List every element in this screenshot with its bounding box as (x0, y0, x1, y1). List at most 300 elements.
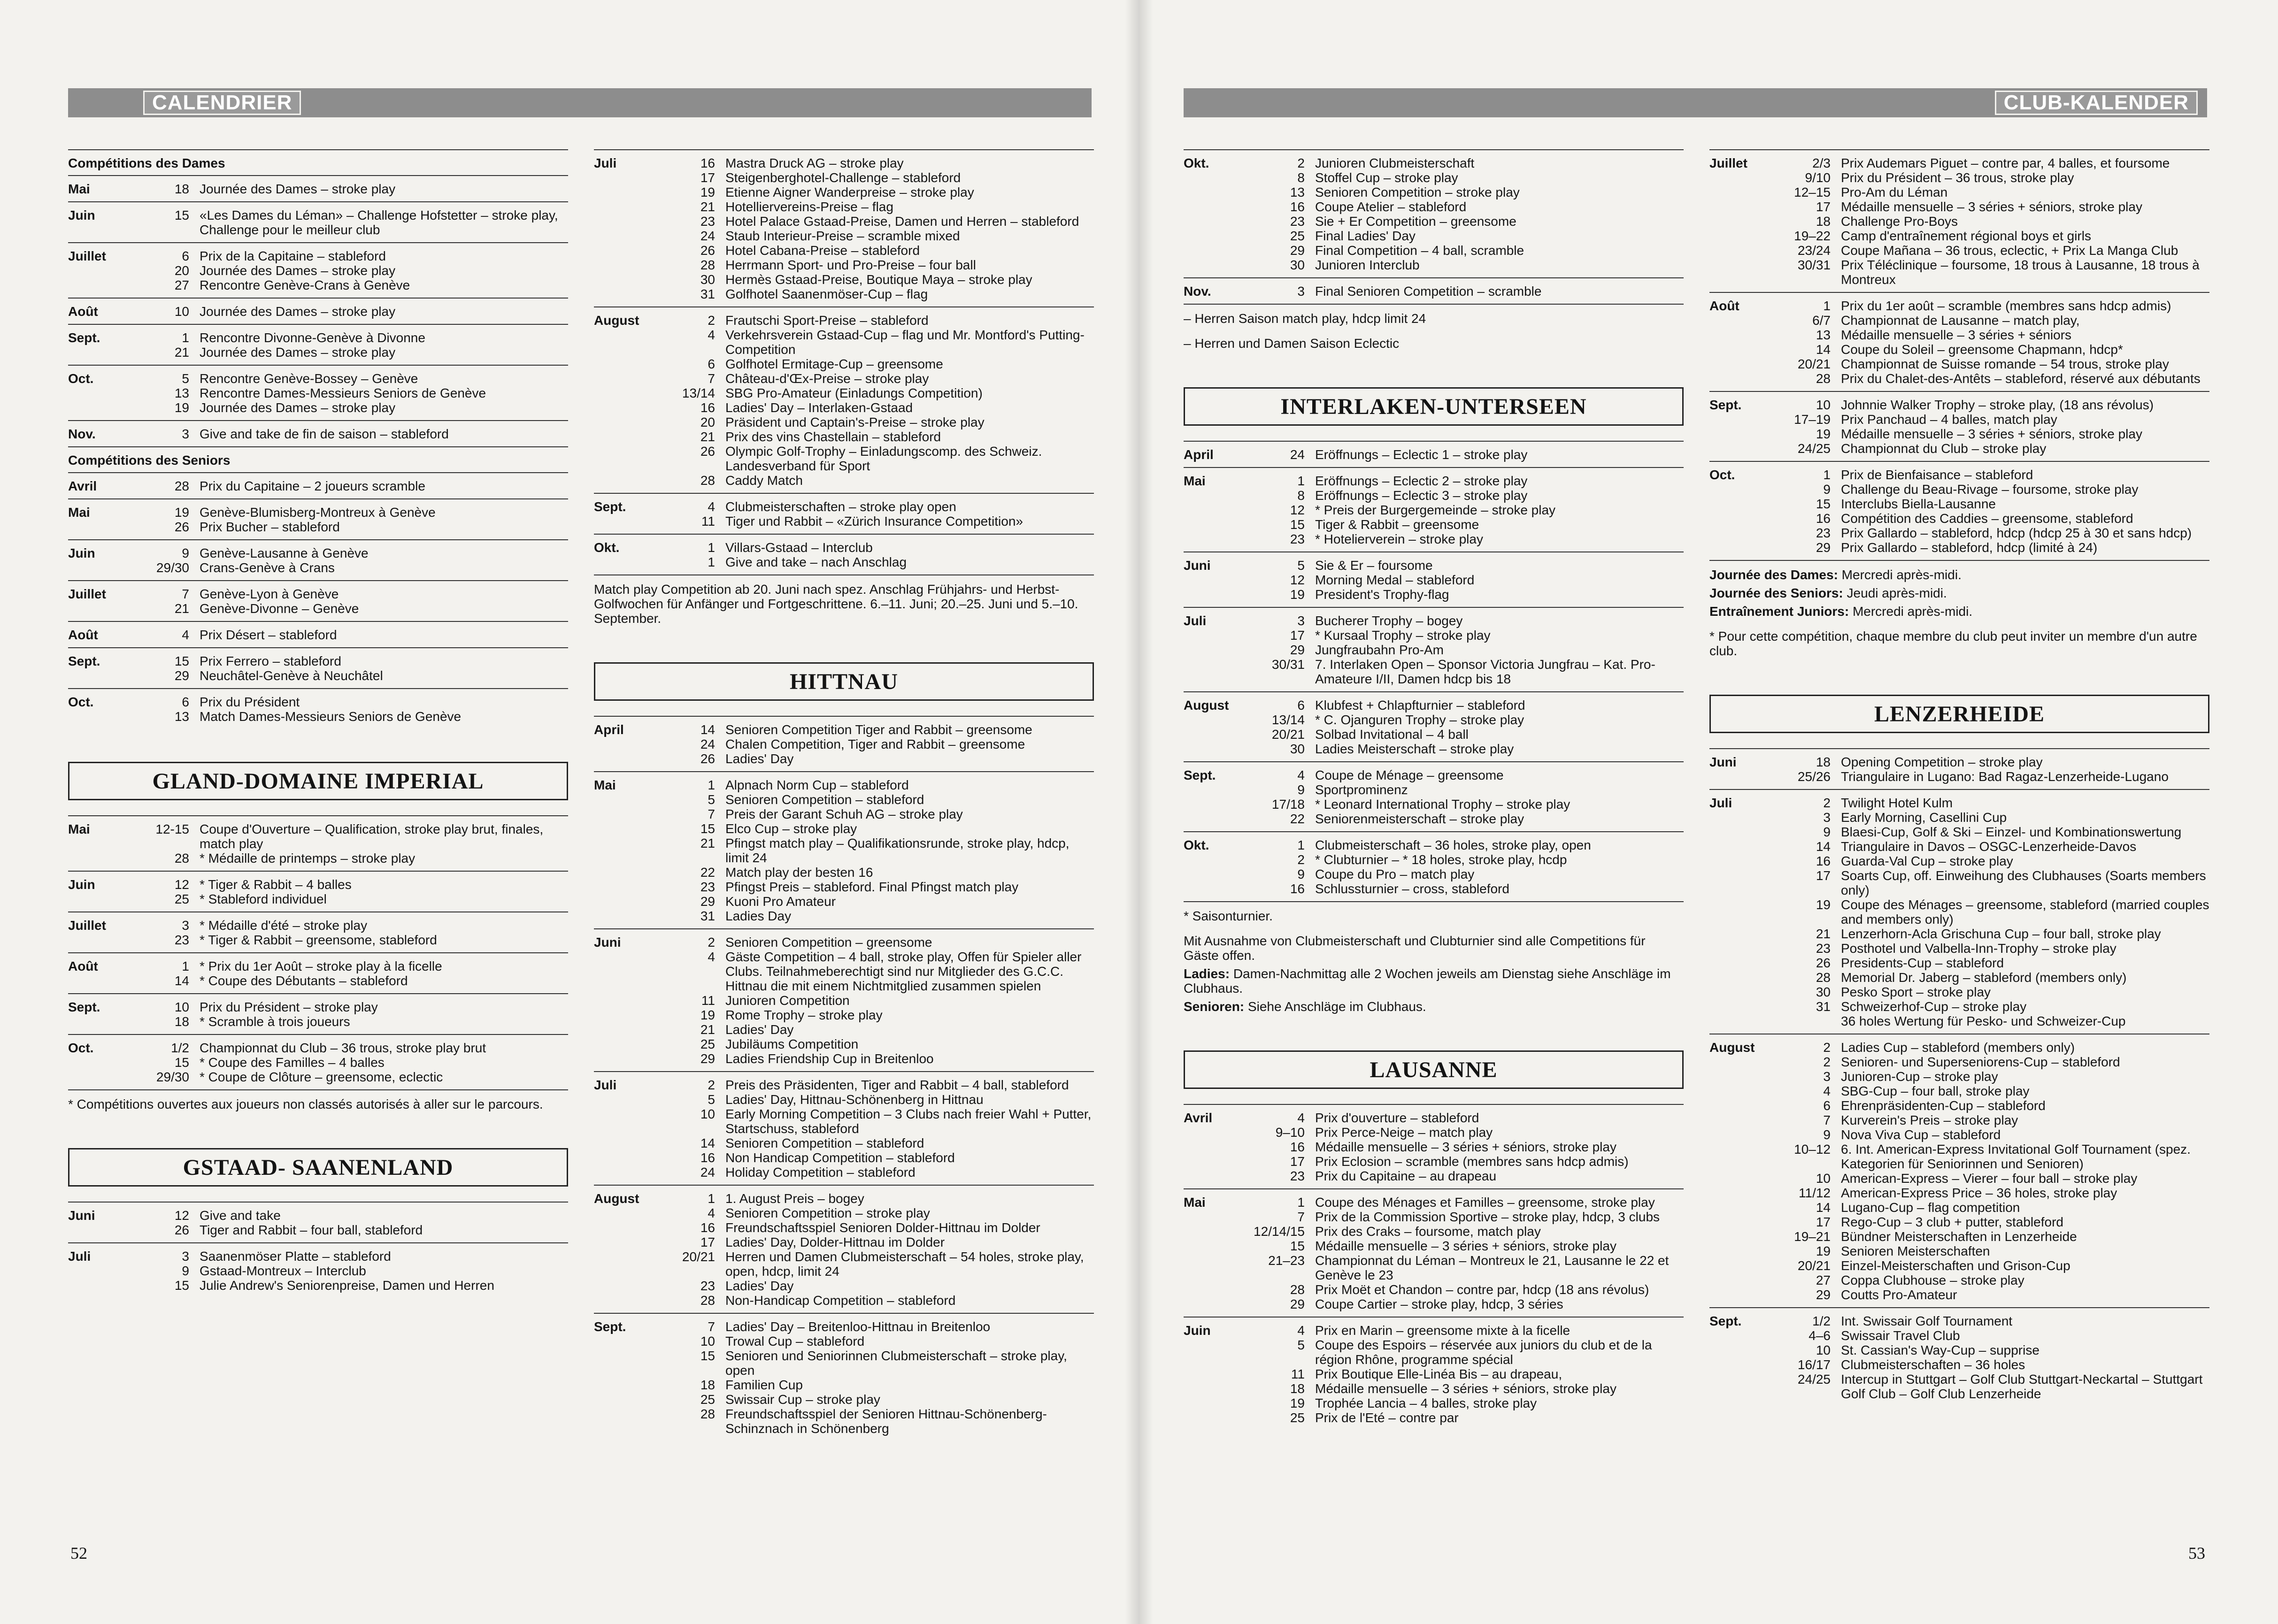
event-row (1770, 243, 2209, 258)
month-section (1184, 1104, 1684, 1188)
event-title: * Tiger & Rabbit – greensome, stableford (200, 933, 437, 947)
event-row (655, 1279, 1094, 1293)
month-label: Oct. (68, 695, 94, 709)
month-section (68, 871, 568, 912)
event-title: Prix Eclosion – scramble (membres sans hdcp admis) (1315, 1154, 1629, 1169)
event-date: 29/30 (156, 560, 189, 575)
note-line (1709, 604, 2209, 622)
event-title: Championnat du Léman – Montreux le 21, Lausanne le 22 et Genève le 23 (1315, 1253, 1669, 1282)
event-row (1245, 1140, 1684, 1154)
event-list (1770, 755, 2209, 784)
event-date: 23 (174, 933, 189, 947)
event-date: 29 (174, 668, 189, 683)
month-label: April (1184, 447, 1214, 462)
event-title: Rencontre Divonne-Genève à Divonne (200, 330, 425, 345)
event-title: Lenzerhorn-Acla Grischuna Cup – four ball, stroke play (1841, 927, 2161, 941)
event-title: Camp d'entraînement régional boys et girls (1841, 229, 2091, 243)
event-row (1770, 540, 2209, 555)
month-label: Oct. (68, 371, 94, 386)
event-date: 15 (174, 1278, 189, 1293)
event-date: 12 (1290, 573, 1305, 587)
event-list (129, 182, 568, 196)
event-title: Staub Interieur-Preise – scramble mixed (725, 229, 960, 243)
event-title: Coupe du Soleil – greensome Chapmann, hdcp* (1841, 342, 2123, 357)
event-date: 28 (700, 1293, 715, 1308)
event-date: 29 (1816, 1287, 1831, 1302)
event-title: Ladies' Day, Hittnau-Schönenberg in Hittnau (725, 1092, 984, 1107)
month-label: August (594, 1191, 639, 1206)
event-row (1770, 1069, 2209, 1084)
event-date: 16 (1816, 854, 1831, 868)
event-row (1245, 199, 1684, 214)
event-row (655, 1293, 1094, 1308)
event-date: 5 (1297, 558, 1305, 573)
event-title: Match play der besten 16 (725, 865, 873, 880)
event-row (1245, 782, 1684, 797)
event-date: 17/18 (1271, 797, 1305, 812)
event-date: 18 (174, 182, 189, 196)
event-date: 4 (1297, 768, 1305, 782)
month-label: Juillet (1709, 156, 1747, 170)
event-date: 14 (1816, 839, 1831, 854)
month-label: Nov. (68, 427, 96, 441)
event-title: Coppa Clubhouse – stroke play (1841, 1273, 2024, 1287)
event-title: Verkehrsverein Gstaad-Cup – flag und Mr. Montford's Putting-Competition (725, 328, 1085, 357)
event-date: 19–21 (1794, 1229, 1831, 1244)
event-row (1770, 1142, 2209, 1171)
note-text: – Herren Saison match play, hdcp limit 24 (1184, 304, 1684, 329)
month-label: Juli (594, 156, 617, 170)
event-title: Präsident und Captain's-Preise – stroke play (725, 415, 985, 429)
event-date: 26 (700, 243, 715, 258)
month-section (68, 1242, 568, 1298)
event-row (1245, 1323, 1684, 1338)
event-date: 2 (708, 1078, 715, 1092)
event-date: 15 (174, 654, 189, 668)
month-section (68, 1034, 568, 1089)
event-date: 12-15 (155, 822, 189, 836)
event-row (1770, 1014, 2209, 1028)
event-date: 15 (174, 208, 189, 222)
event-date: 9 (1823, 482, 1831, 497)
event-row (1770, 398, 2209, 412)
month-section (1184, 277, 1684, 304)
event-row (129, 345, 568, 360)
event-row (1770, 1040, 2209, 1055)
month-section (1184, 691, 1684, 761)
event-title: Olympic Golf-Trophy – Einladungscomp. des Schweiz. Landesverband für Sport (725, 444, 1042, 473)
event-title: Genève-Blumisberg-Montreux à Genève (200, 505, 436, 520)
event-title: Prix de Bienfaisance – stableford (1841, 467, 2033, 482)
event-date: 17 (1290, 1154, 1305, 1169)
event-row (1245, 657, 1684, 686)
month-label: Juli (1184, 613, 1207, 628)
event-date: 21 (174, 601, 189, 616)
month-section (68, 993, 568, 1034)
event-date (1770, 1014, 1841, 1028)
event-row (1245, 558, 1684, 573)
event-date: 23/24 (1797, 243, 1831, 258)
month-label: Mai (68, 182, 90, 196)
note-label: Entraînement Juniors: (1709, 604, 1849, 619)
event-date: 21 (700, 836, 715, 850)
club-title: LAUSANNE (1184, 1050, 1684, 1089)
event-title: Prix de la Commission Sportive – stroke play, hdcp, 3 clubs (1315, 1210, 1660, 1224)
event-title: Intercup in Stuttgart – Golf Club Stuttgart-Neckartal – Stuttgart (1841, 1372, 2203, 1387)
event-row (655, 1407, 1094, 1436)
event-title: Genève-Divonne – Genève (200, 601, 359, 616)
month-label: Juni (1184, 558, 1211, 573)
event-date: 1 (708, 555, 715, 569)
event-date: 15 (174, 1055, 189, 1070)
event-date: 24/25 (1797, 441, 1831, 456)
event-list (129, 371, 568, 415)
event-row (1770, 1200, 2209, 1215)
event-row (655, 272, 1094, 287)
event-title: Prix Moët et Chandon – contre par, hdcp (18 ans révolus) (1315, 1282, 1649, 1297)
event-row (655, 792, 1094, 807)
event-row (129, 278, 568, 292)
event-row (655, 1249, 1094, 1279)
event-title: Ladies' Day, Dolder-Hittnau im Dolder (725, 1235, 945, 1249)
event-title: Give and take de fin de saison – stableford (200, 427, 449, 441)
month-section (1184, 1188, 1684, 1317)
event-date: 25 (700, 1037, 715, 1051)
event-title: Frautschi Sport-Preise – stableford (725, 313, 929, 328)
event-row (1770, 1215, 2209, 1229)
event-list (129, 1000, 568, 1029)
event-row (1770, 371, 2209, 386)
event-row (1770, 1186, 2209, 1200)
event-list (1245, 1323, 1684, 1425)
event-row (1245, 532, 1684, 546)
note-body: Mercredi après-midi. (1852, 604, 1973, 619)
event-row (655, 1165, 1094, 1180)
note-text: Match play Competition ab 20. Juni nach spez. Anschlag Frühjahrs- und Herbst-Golfwochen für Anfänger und Fortgeschrittene. 6.–11. Juni; 20.–25. Juni und 5.–10. September. (594, 575, 1094, 629)
event-date: 17 (1816, 1215, 1831, 1229)
club-title: LENZERHEIDE (1709, 695, 2209, 733)
event-date: 2 (1823, 796, 1831, 810)
event-date: 9 (1823, 1127, 1831, 1142)
event-list (129, 587, 568, 616)
event-date: 20/21 (682, 1249, 715, 1264)
event-title: Prix du Président (200, 695, 300, 709)
event-date: 6 (1823, 1098, 1831, 1113)
event-row (129, 1223, 568, 1237)
event-row (1245, 1338, 1684, 1367)
event-row (1770, 199, 2209, 214)
event-date: 5 (182, 371, 189, 386)
event-title: Kuoni Pro Amateur (725, 894, 836, 909)
event-row (1770, 1273, 2209, 1287)
event-date: 7 (708, 807, 715, 821)
event-title: Genève-Lyon à Genève (200, 587, 339, 601)
event-row (129, 520, 568, 534)
event-title: * Stableford individuel (200, 892, 327, 906)
event-date: 28 (174, 479, 189, 493)
event-list (655, 156, 1094, 301)
month-label: Mai (1184, 1195, 1206, 1210)
event-title: * Scramble à trois joueurs (200, 1014, 350, 1029)
event-title: Pfingst match play – Qualifikationsrunde, stroke play, hdcp, limit 24 (725, 836, 1070, 865)
event-date: 26 (174, 1223, 189, 1237)
event-list (655, 1078, 1094, 1180)
event-title: Posthotel und Valbella-Inn-Trophy – stroke play (1841, 941, 2116, 956)
event-row (1245, 1169, 1684, 1183)
event-title: Prix du Chalet-des-Antêts – stableford, réservé aux débutants (1841, 371, 2201, 386)
event-list (129, 628, 568, 642)
event-list (1770, 156, 2209, 287)
event-title: Clubmeisterschaft – 36 holes, stroke play, open (1315, 838, 1591, 852)
event-row (1770, 1328, 2209, 1343)
event-title: Coupe Mañana – 36 trous, eclectic, + Prix La Manga Club (1841, 243, 2178, 258)
event-title: Senioren Competition Tiger and Rabbit – greensome (725, 722, 1032, 737)
event-title: Swissair Cup – stroke play (725, 1392, 880, 1407)
event-date: 10 (1816, 398, 1831, 412)
month-label: Août (68, 628, 98, 642)
event-title: 6. Int. American-Express Invitational Golf Tournament (spez. Kategorien für Seniorinnen und Senioren) (1841, 1142, 2191, 1171)
event-title: Prix Ferrero – stableford (200, 654, 341, 668)
event-title: Junioren Clubmeisterschaft (1315, 156, 1475, 170)
event-date: 16 (1290, 1140, 1305, 1154)
event-date: 26 (174, 520, 189, 534)
event-date: 4 (708, 950, 715, 964)
event-date: 18 (700, 1378, 715, 1392)
month-section (594, 149, 1094, 306)
event-date: 6 (708, 357, 715, 371)
event-title: Sie + Er Competition – greensome (1315, 214, 1516, 229)
event-title: Saanenmöser Platte – stableford (200, 1249, 391, 1264)
event-list (129, 249, 568, 292)
event-date: 19 (1816, 427, 1831, 441)
event-date: 21 (1816, 927, 1831, 941)
event-date: 6 (182, 249, 189, 263)
event-row (1770, 342, 2209, 357)
event-row (129, 822, 568, 851)
event-row (129, 546, 568, 560)
event-row (1245, 727, 1684, 742)
month-label: April (594, 722, 624, 737)
event-title: Coupe d'Ouverture – Qualification, stroke play brut, finales, match play (200, 822, 544, 851)
event-title: Final Senioren Competition – scramble (1315, 284, 1542, 299)
event-title: Médaille mensuelle – 3 séries + séniors, stroke play (1315, 1381, 1616, 1396)
event-row (655, 444, 1094, 473)
event-title: Gstaad-Montreux – Interclub (200, 1264, 366, 1278)
event-title: Hotel Palace Gstaad-Preise, Damen und Herren – stableford (725, 214, 1079, 229)
event-row (129, 851, 568, 866)
event-row (1770, 170, 2209, 185)
event-row (1770, 526, 2209, 540)
event-list (655, 722, 1094, 766)
event-date: 28 (1290, 1282, 1305, 1297)
event-row (1770, 156, 2209, 170)
event-row (655, 243, 1094, 258)
event-date: 18 (1816, 214, 1831, 229)
event-date: 12 (1290, 503, 1305, 517)
event-row (1245, 812, 1684, 826)
event-row (655, 1022, 1094, 1037)
event-date: 3 (1823, 1069, 1831, 1084)
event-row (655, 821, 1094, 836)
page-number-right: 53 (2188, 1544, 2205, 1563)
note-label: Journée des Seniors: (1709, 586, 1843, 600)
month-label: Mai (68, 505, 90, 520)
month-label: Juin (68, 877, 95, 892)
event-title: Twilight Hotel Kulm (1841, 796, 1953, 810)
event-title: Holiday Competition – stableford (725, 1165, 916, 1180)
month-label: Oct. (68, 1041, 94, 1055)
event-title: Coupe de Ménage – greensome (1315, 768, 1504, 782)
event-date: 13/14 (682, 386, 715, 400)
event-date: 16 (700, 1150, 715, 1165)
event-row (1245, 797, 1684, 812)
month-section (68, 580, 568, 621)
event-row (655, 1150, 1094, 1165)
event-date: 10 (1816, 1343, 1831, 1357)
month-label: August (1184, 698, 1229, 712)
event-date: 21 (174, 345, 189, 360)
event-date (1770, 1387, 1841, 1401)
note-body: Jeudi après-midi. (1847, 586, 1947, 600)
event-title: Hotelliervereins-Preise – flag (725, 199, 893, 214)
event-list (1245, 447, 1684, 462)
event-row (655, 473, 1094, 488)
event-row (655, 1191, 1094, 1206)
event-list (655, 313, 1094, 488)
event-row (655, 807, 1094, 821)
event-title: * Hotelierverein – stroke play (1315, 532, 1483, 546)
event-row (129, 560, 568, 575)
event-title: Chalen Competition, Tiger and Rabbit – greensome (725, 737, 1025, 751)
event-title: Trowal Cup – stableford (725, 1334, 865, 1348)
event-title: Clubmeisterschaften – 36 holes (1841, 1357, 2025, 1372)
event-list (129, 479, 568, 493)
event-row (1245, 185, 1684, 199)
event-date: 2 (1297, 156, 1305, 170)
event-title: Johnnie Walker Trophy – stroke play, (18 ans révolus) (1841, 398, 2154, 412)
event-row (655, 1206, 1094, 1220)
event-date: 2/3 (1812, 156, 1831, 170)
event-row (1770, 258, 2209, 287)
event-date: 19 (1290, 1396, 1305, 1410)
event-row (1245, 229, 1684, 243)
event-row (655, 1319, 1094, 1334)
month-section (594, 306, 1094, 493)
column-1 (68, 149, 568, 1298)
event-row (129, 1055, 568, 1070)
event-title: Junioren Interclub (1315, 258, 1420, 272)
book-gutter (1125, 0, 1153, 1624)
event-date: 19 (700, 185, 715, 199)
event-title: Médaille mensuelle – 3 séries + séniors, stroke play (1841, 427, 2142, 441)
event-row (1245, 214, 1684, 229)
event-row (655, 185, 1094, 199)
event-title: SBG-Cup – four ball, stroke play (1841, 1084, 2030, 1098)
month-label: Juni (68, 1208, 95, 1223)
event-row (655, 1348, 1094, 1378)
month-label: August (594, 313, 639, 328)
event-list (1245, 698, 1684, 756)
event-date: 2 (708, 935, 715, 950)
event-title: Eröffnungs – Eclectic 2 – stroke play (1315, 474, 1528, 488)
event-date: 22 (700, 865, 715, 880)
note-label: Ladies: (1184, 966, 1230, 981)
event-row (1770, 868, 2209, 897)
event-date: 3 (182, 427, 189, 441)
event-date: 12/14/15 (1254, 1224, 1305, 1239)
event-date: 21 (700, 429, 715, 444)
event-title: Give and take (200, 1208, 281, 1223)
month-label: Okt. (1184, 156, 1209, 170)
event-date: 7 (1297, 1210, 1305, 1224)
event-title: * Tiger & Rabbit – 4 balles (200, 877, 352, 892)
event-list (1770, 467, 2209, 555)
left-header-title: CALENDRIER (143, 91, 301, 115)
event-row (655, 371, 1094, 386)
event-date: 31 (700, 287, 715, 301)
event-date: 25 (1290, 229, 1305, 243)
event-row (1770, 897, 2209, 927)
event-date: 9 (182, 546, 189, 560)
event-date: 7 (182, 587, 189, 601)
event-list (1245, 1111, 1684, 1183)
event-title: Hotel Cabana-Preise – stableford (725, 243, 920, 258)
event-row (1770, 970, 2209, 985)
event-row (1770, 956, 2209, 970)
event-row (1770, 1357, 2209, 1372)
event-row (1770, 839, 2209, 854)
event-date: 19–22 (1794, 229, 1831, 243)
event-row (1245, 1396, 1684, 1410)
event-list (655, 778, 1094, 923)
event-date: 15 (1816, 497, 1831, 511)
event-date: 29 (700, 894, 715, 909)
event-date: 25 (1290, 1410, 1305, 1425)
event-title: Médaille mensuelle – 3 séries + séniors, stroke play (1841, 199, 2142, 214)
event-date: 21–23 (1268, 1253, 1305, 1268)
event-date: 16 (700, 156, 715, 170)
month-label: Août (68, 959, 98, 973)
event-date: 1 (1823, 299, 1831, 313)
event-title: American-Express Price – 36 holes, stroke play (1841, 1186, 2117, 1200)
event-title: Journée des Dames – stroke play (200, 345, 396, 360)
event-row (129, 263, 568, 278)
month-label: Oct. (1709, 467, 1735, 482)
event-row (129, 505, 568, 520)
event-date: 10 (700, 1107, 715, 1121)
event-row (1770, 185, 2209, 199)
event-row (129, 427, 568, 441)
event-row (1770, 1084, 2209, 1098)
event-row (1245, 170, 1684, 185)
event-title: Château-d'Œx-Preise – stroke play (725, 371, 929, 386)
event-list (129, 654, 568, 683)
event-title: Prix Boutique Elle-Linéa Bis – au drapeau, (1315, 1367, 1562, 1381)
event-title: Stoffel Cup – stroke play (1315, 170, 1458, 185)
month-section (1184, 607, 1684, 691)
event-date: 30 (700, 272, 715, 287)
event-title: Trophée Lancia – 4 balles, stroke play (1315, 1396, 1537, 1410)
event-date: 16/17 (1797, 1357, 1831, 1372)
month-label: Juin (68, 208, 95, 222)
event-list (655, 1191, 1094, 1308)
event-title: Challenge Pro-Boys (1841, 214, 1958, 229)
event-date: 1 (1297, 838, 1305, 852)
event-date: 17–19 (1794, 412, 1831, 427)
event-date: 11 (701, 993, 715, 1008)
event-row (1770, 482, 2209, 497)
group-heading: Compétitions des Seniors (68, 446, 568, 472)
